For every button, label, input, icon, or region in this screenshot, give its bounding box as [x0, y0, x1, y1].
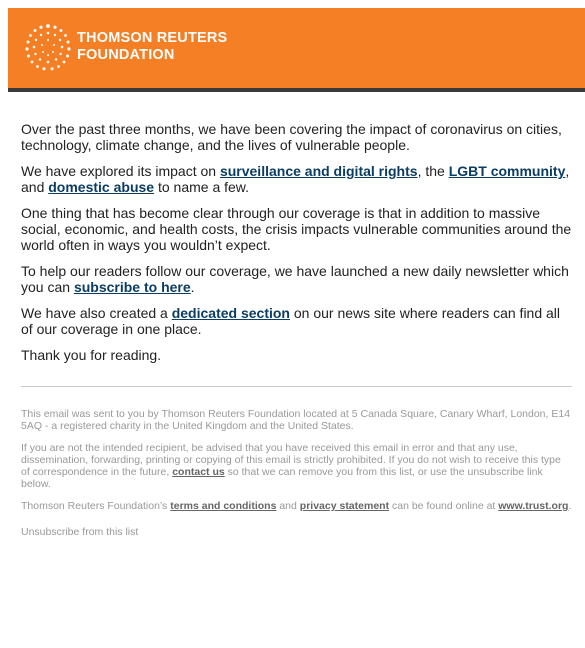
- body-paragraph-2: [21, 163, 572, 195]
- p5-text-end: on our news site where readers can find all of our coverage in one place.: [21, 305, 561, 337]
- f3-text-end: .: [568, 500, 572, 512]
- dedicated-section-link[interactable]: dedicated section: [171, 305, 290, 321]
- unsubscribe-link[interactable]: Unsubscribe from this list: [21, 526, 139, 538]
- lgbt-community-link[interactable]: LGBT community: [448, 163, 566, 179]
- email-footer: [21, 408, 572, 538]
- p4-text-end: .: [190, 279, 195, 295]
- privacy-link[interactable]: privacy statement: [299, 500, 390, 512]
- body-paragraph-5: [21, 305, 572, 337]
- logo-wordmark: [77, 30, 227, 64]
- subscribe-link[interactable]: subscribe to here: [73, 279, 191, 295]
- body-paragraph-3: One thing that has become clear through our coverage is that in addition to massive social, economic, and health costs, the crisis impacts vulnerable communities around the world often in ways you wouldn’t expect.: [21, 205, 572, 253]
- f3-text-mid: and: [276, 500, 300, 512]
- f2-text-end: so that we can remove you from this list, or use the unsubscribe link below.: [21, 466, 543, 490]
- footer-legal: [21, 500, 572, 512]
- surveillance-link[interactable]: surveillance and digital rights: [219, 163, 418, 179]
- p2-text-start: We have explored its impact on: [21, 163, 220, 179]
- p5-text-start: We have also created a: [21, 305, 172, 321]
- f2-text-start: If you are not the intended recipient, be advised that you have received this email in error and that any use, dissemination, forwarding, printing or copying of this email is strictly prohibited. If you do not wish to receive this type of correspondence in the future,: [21, 442, 561, 478]
- footer-disclaimer: [21, 442, 572, 490]
- logo-line-1: THOMSON REUTERS: [77, 30, 228, 46]
- terms-link[interactable]: terms and conditions: [170, 500, 277, 512]
- f3-text-mid2: can be found online at: [389, 500, 499, 512]
- trf-dot-globe-icon: [24, 23, 72, 71]
- email-header: [8, 8, 585, 92]
- domestic-abuse-link[interactable]: domestic abuse: [48, 179, 155, 195]
- p2-text-end: to name a few.: [154, 179, 250, 195]
- p2-text-mid1: , the: [417, 163, 449, 179]
- email-container: [8, 8, 585, 538]
- footer-divider: [21, 386, 572, 387]
- contact-us-link[interactable]: contact us: [172, 466, 225, 478]
- body-paragraph-4: [21, 263, 572, 295]
- f3-text-start: Thomson Reuters Foundation’s: [21, 500, 171, 512]
- logo-line-2: FOUNDATION: [77, 47, 175, 63]
- email-body: [8, 92, 585, 538]
- body-paragraph-1: Over the past three months, we have been covering the impact of coronavirus on cities, technology, climate change, and the lives of vulnerable people.: [21, 121, 562, 153]
- body-paragraph-6: Thank you for reading.: [21, 347, 162, 363]
- p4-text-start: To help our readers follow our coverage, we have launched a new daily newsletter which you can: [21, 263, 569, 295]
- trust-org-link[interactable]: www.trust.org: [498, 500, 569, 512]
- trf-logo: [24, 23, 227, 71]
- p2-text-mid2: , and: [21, 163, 570, 195]
- footer-sender-info: This email was sent to you by Thomson Reuters Foundation located at 5 Canada Square, Canary Wharf, London, E14 5AQ - a registered charity in the United Kingdom and the United States.: [21, 408, 571, 432]
